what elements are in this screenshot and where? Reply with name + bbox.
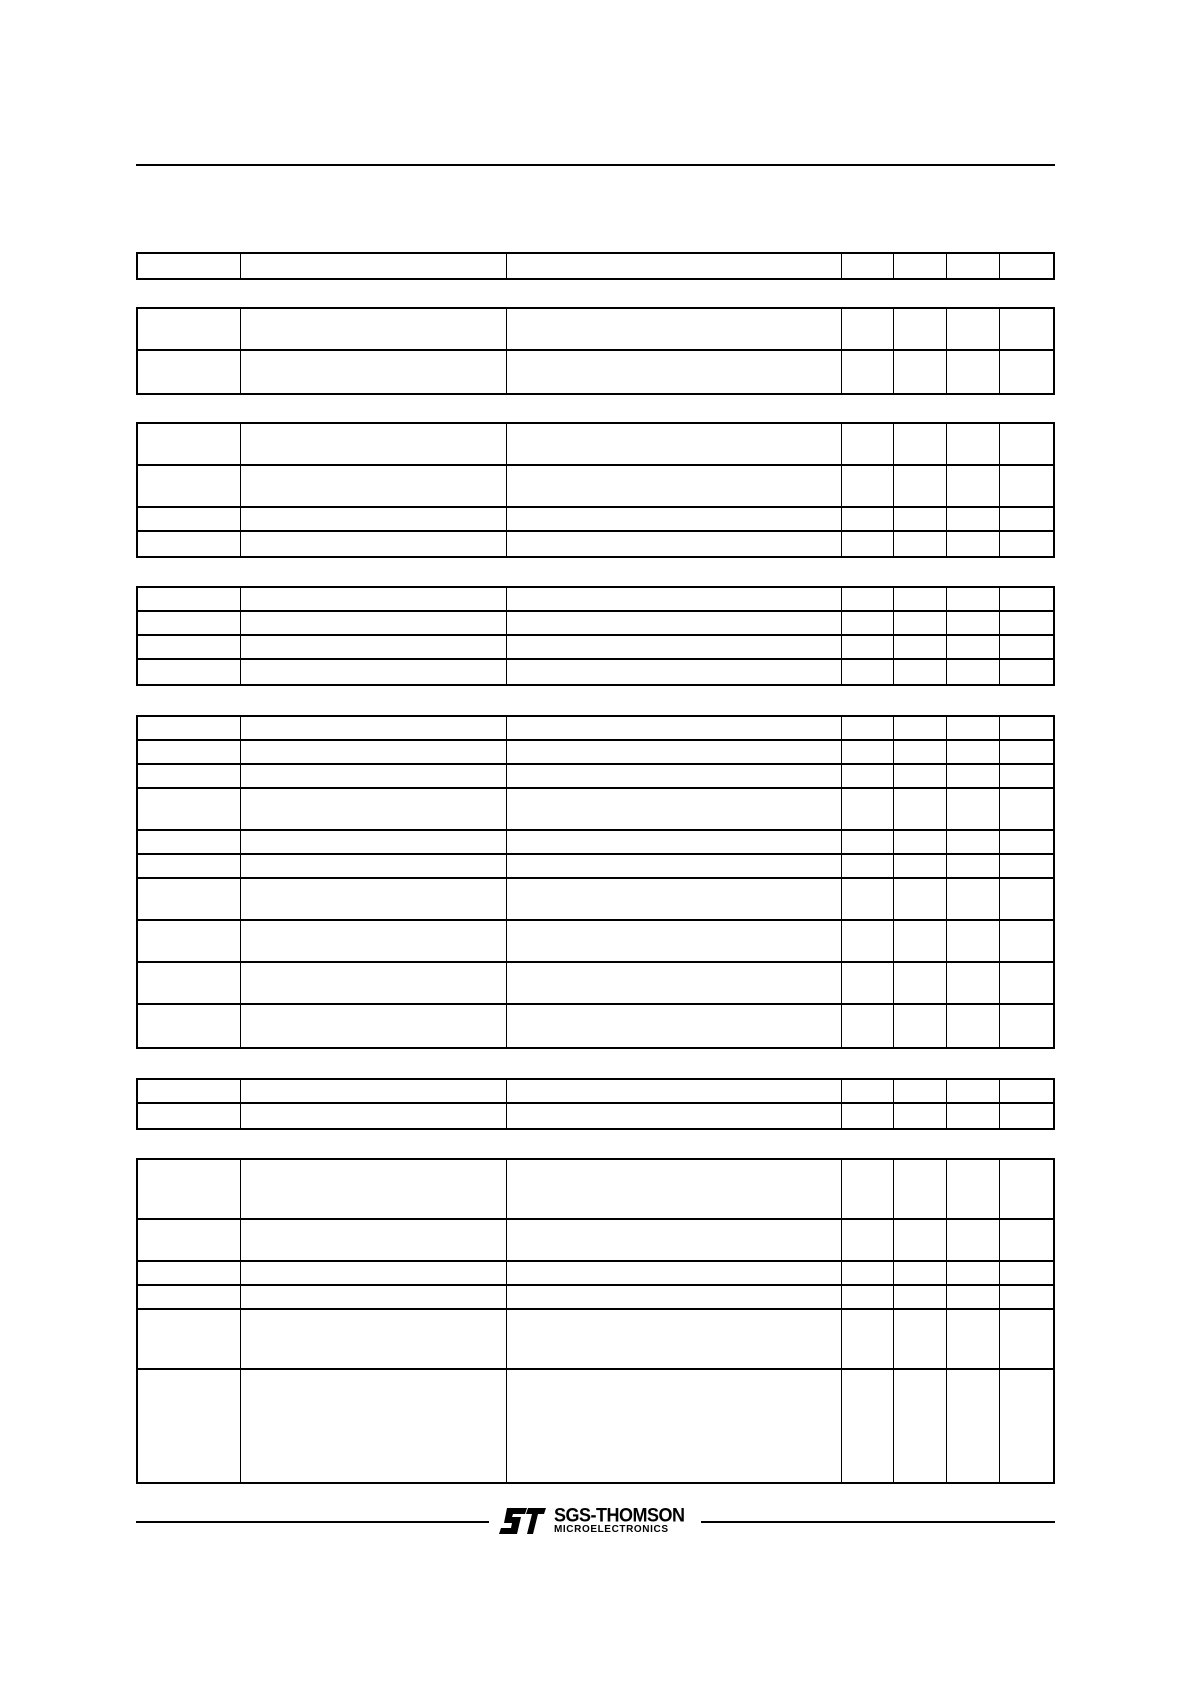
column-divider	[240, 424, 241, 464]
table-row	[138, 532, 1053, 556]
column-divider	[893, 612, 894, 634]
column-divider	[841, 636, 842, 658]
column-divider	[240, 789, 241, 829]
column-divider	[946, 1262, 947, 1284]
column-divider	[506, 466, 507, 506]
column-divider	[841, 963, 842, 1003]
column-divider	[893, 660, 894, 684]
table-row	[138, 660, 1053, 684]
column-divider	[841, 1310, 842, 1368]
column-divider	[999, 1160, 1000, 1218]
column-divider	[841, 660, 842, 684]
column-divider	[841, 831, 842, 853]
column-divider	[999, 741, 1000, 763]
footer-logo	[497, 1504, 697, 1540]
column-divider	[506, 1080, 507, 1102]
table-row	[138, 741, 1053, 765]
column-divider	[506, 831, 507, 853]
table-row	[138, 351, 1053, 393]
column-divider	[893, 1005, 894, 1047]
column-divider	[999, 717, 1000, 739]
column-divider	[999, 351, 1000, 393]
column-divider	[506, 424, 507, 464]
column-divider	[946, 309, 947, 349]
column-divider	[506, 1160, 507, 1218]
column-divider	[506, 1310, 507, 1368]
column-divider	[240, 963, 241, 1003]
column-divider	[506, 921, 507, 961]
parameter-table	[136, 1158, 1055, 1484]
column-divider	[946, 963, 947, 1003]
table-row	[138, 855, 1053, 879]
table-row	[138, 1286, 1053, 1310]
table-row	[138, 1220, 1053, 1262]
table-row	[138, 921, 1053, 963]
table-row	[138, 1160, 1053, 1220]
table-row	[138, 636, 1053, 660]
column-divider	[893, 466, 894, 506]
column-divider	[999, 612, 1000, 634]
column-divider	[946, 1104, 947, 1128]
column-divider	[893, 717, 894, 739]
column-divider	[841, 855, 842, 877]
column-divider	[946, 1286, 947, 1308]
column-divider	[893, 1262, 894, 1284]
column-divider	[999, 1080, 1000, 1102]
table-row	[138, 309, 1053, 351]
column-divider	[506, 612, 507, 634]
column-divider	[946, 636, 947, 658]
column-divider	[506, 741, 507, 763]
column-divider	[999, 424, 1000, 464]
table-row	[138, 789, 1053, 831]
header-rule	[136, 164, 1055, 166]
column-divider	[841, 532, 842, 556]
column-divider	[240, 254, 241, 278]
column-divider	[240, 1104, 241, 1128]
column-divider	[240, 831, 241, 853]
column-divider	[506, 855, 507, 877]
column-divider	[240, 741, 241, 763]
column-divider	[841, 1104, 842, 1128]
column-divider	[999, 963, 1000, 1003]
column-divider	[999, 831, 1000, 853]
column-divider	[240, 1286, 241, 1308]
brand-subtitle: MICROELECTRONICS	[554, 1524, 669, 1535]
column-divider	[893, 424, 894, 464]
column-divider	[240, 532, 241, 556]
column-divider	[999, 1370, 1000, 1482]
column-divider	[893, 1310, 894, 1368]
table-row	[138, 466, 1053, 508]
column-divider	[893, 588, 894, 610]
parameter-table	[136, 586, 1055, 686]
column-divider	[946, 789, 947, 829]
column-divider	[240, 717, 241, 739]
table-row	[138, 1080, 1053, 1104]
column-divider	[999, 254, 1000, 278]
column-divider	[240, 351, 241, 393]
column-divider	[506, 309, 507, 349]
column-divider	[946, 831, 947, 853]
column-divider	[841, 879, 842, 919]
column-divider	[841, 424, 842, 464]
column-divider	[240, 1005, 241, 1047]
column-divider	[240, 765, 241, 787]
column-divider	[841, 789, 842, 829]
table-row	[138, 717, 1053, 741]
column-divider	[999, 532, 1000, 556]
column-divider	[506, 660, 507, 684]
column-divider	[841, 588, 842, 610]
column-divider	[893, 879, 894, 919]
column-divider	[841, 612, 842, 634]
column-divider	[946, 424, 947, 464]
column-divider	[946, 1220, 947, 1260]
column-divider	[506, 508, 507, 530]
column-divider	[999, 879, 1000, 919]
table-row	[138, 831, 1053, 855]
column-divider	[893, 921, 894, 961]
column-divider	[946, 765, 947, 787]
column-divider	[946, 1080, 947, 1102]
parameter-table	[136, 422, 1055, 558]
table-row	[138, 1370, 1053, 1482]
column-divider	[999, 1220, 1000, 1260]
table-row	[138, 1104, 1053, 1128]
column-divider	[946, 532, 947, 556]
column-divider	[999, 1286, 1000, 1308]
column-divider	[841, 717, 842, 739]
column-divider	[240, 636, 241, 658]
column-divider	[893, 789, 894, 829]
column-divider	[841, 741, 842, 763]
column-divider	[946, 921, 947, 961]
column-divider	[506, 588, 507, 610]
table-row	[138, 879, 1053, 921]
column-divider	[506, 1005, 507, 1047]
column-divider	[946, 855, 947, 877]
column-divider	[506, 1104, 507, 1128]
column-divider	[240, 660, 241, 684]
column-divider	[240, 309, 241, 349]
column-divider	[946, 508, 947, 530]
column-divider	[946, 1005, 947, 1047]
parameter-table	[136, 307, 1055, 395]
column-divider	[240, 508, 241, 530]
column-divider	[946, 612, 947, 634]
column-divider	[893, 1220, 894, 1260]
column-divider	[506, 717, 507, 739]
column-divider	[999, 765, 1000, 787]
parameter-table	[136, 252, 1055, 280]
column-divider	[841, 466, 842, 506]
table-row	[138, 612, 1053, 636]
column-divider	[893, 765, 894, 787]
table-row	[138, 508, 1053, 532]
table-row	[138, 254, 1053, 278]
column-divider	[841, 1160, 842, 1218]
column-divider	[506, 254, 507, 278]
column-divider	[240, 855, 241, 877]
column-divider	[893, 532, 894, 556]
column-divider	[999, 1005, 1000, 1047]
table-row	[138, 588, 1053, 612]
column-divider	[841, 765, 842, 787]
column-divider	[506, 1262, 507, 1284]
table-row	[138, 1262, 1053, 1286]
column-divider	[506, 351, 507, 393]
column-divider	[893, 1370, 894, 1482]
column-divider	[240, 1262, 241, 1284]
column-divider	[506, 532, 507, 556]
column-divider	[946, 741, 947, 763]
footer-rule-left	[136, 1521, 489, 1523]
column-divider	[240, 588, 241, 610]
column-divider	[893, 1080, 894, 1102]
column-divider	[240, 921, 241, 961]
column-divider	[946, 1310, 947, 1368]
column-divider	[999, 636, 1000, 658]
column-divider	[240, 879, 241, 919]
column-divider	[999, 508, 1000, 530]
st-logo-icon	[497, 1506, 547, 1536]
table-row	[138, 1310, 1053, 1370]
column-divider	[506, 789, 507, 829]
column-divider	[240, 612, 241, 634]
column-divider	[999, 660, 1000, 684]
column-divider	[946, 717, 947, 739]
column-divider	[506, 879, 507, 919]
column-divider	[893, 1160, 894, 1218]
column-divider	[841, 351, 842, 393]
column-divider	[240, 1160, 241, 1218]
column-divider	[841, 1262, 842, 1284]
column-divider	[841, 254, 842, 278]
column-divider	[841, 1370, 842, 1482]
column-divider	[893, 1286, 894, 1308]
column-divider	[240, 1080, 241, 1102]
column-divider	[999, 855, 1000, 877]
column-divider	[893, 855, 894, 877]
column-divider	[841, 508, 842, 530]
column-divider	[893, 741, 894, 763]
column-divider	[240, 1220, 241, 1260]
column-divider	[841, 1005, 842, 1047]
column-divider	[506, 765, 507, 787]
parameter-table	[136, 715, 1055, 1049]
column-divider	[946, 879, 947, 919]
column-divider	[999, 466, 1000, 506]
table-row	[138, 424, 1053, 466]
parameter-table	[136, 1078, 1055, 1130]
column-divider	[841, 1220, 842, 1260]
column-divider	[240, 466, 241, 506]
column-divider	[893, 351, 894, 393]
column-divider	[946, 351, 947, 393]
column-divider	[893, 309, 894, 349]
column-divider	[946, 660, 947, 684]
column-divider	[999, 1262, 1000, 1284]
column-divider	[893, 963, 894, 1003]
column-divider	[946, 1160, 947, 1218]
column-divider	[999, 921, 1000, 961]
column-divider	[841, 1080, 842, 1102]
column-divider	[999, 1310, 1000, 1368]
footer-rule-right	[701, 1521, 1055, 1523]
column-divider	[946, 588, 947, 610]
column-divider	[999, 309, 1000, 349]
column-divider	[841, 1286, 842, 1308]
column-divider	[999, 789, 1000, 829]
column-divider	[893, 1104, 894, 1128]
column-divider	[506, 636, 507, 658]
column-divider	[946, 254, 947, 278]
brand-name: SGS-THOMSON	[554, 1504, 685, 1526]
column-divider	[893, 831, 894, 853]
column-divider	[506, 963, 507, 1003]
column-divider	[841, 309, 842, 349]
column-divider	[506, 1286, 507, 1308]
column-divider	[946, 1370, 947, 1482]
column-divider	[999, 1104, 1000, 1128]
column-divider	[893, 636, 894, 658]
column-divider	[999, 588, 1000, 610]
column-divider	[841, 921, 842, 961]
column-divider	[240, 1310, 241, 1368]
column-divider	[506, 1220, 507, 1260]
column-divider	[506, 1370, 507, 1482]
table-row	[138, 963, 1053, 1005]
table-row	[138, 1005, 1053, 1047]
column-divider	[893, 508, 894, 530]
table-row	[138, 765, 1053, 789]
column-divider	[893, 254, 894, 278]
column-divider	[946, 466, 947, 506]
column-divider	[240, 1370, 241, 1482]
